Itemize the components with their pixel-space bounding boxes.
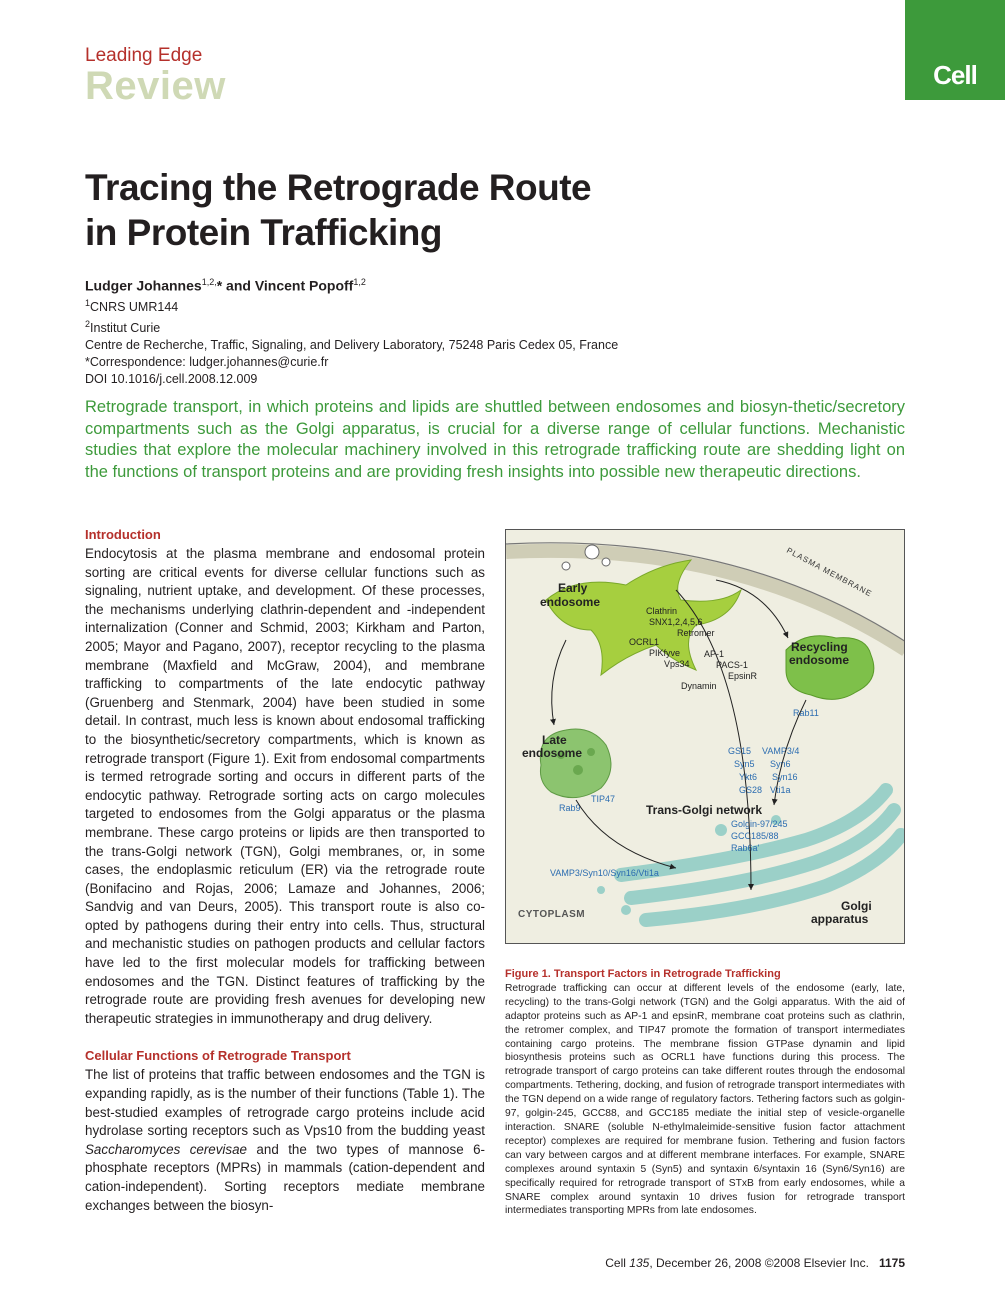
correspondence: *Correspondence: ludger.johannes@curie.fr (85, 355, 329, 370)
fig-ocrl1: OCRL1 (629, 637, 660, 647)
golgi-label-2: apparatus (811, 912, 869, 926)
tgn-label: Trans-Golgi network (646, 803, 763, 817)
fig-snx: SNX1,2,4,5,6 (649, 617, 703, 627)
fig-gcc: GCC185/88 (731, 831, 779, 841)
cellular-heading: Cellular Functions of Retrograde Transport (85, 1048, 351, 1064)
fig-syn5: Syn5 (734, 759, 755, 769)
recycling-endosome-label-1: Recycling (791, 640, 848, 654)
page-footer (605, 1256, 905, 1270)
late-endosome-vesicle (573, 765, 583, 775)
fig-vti1a: Vti1a (770, 785, 791, 795)
fig-syn16: Syn16 (772, 772, 798, 782)
fig-vamp3syn: VAMP3/Syn10/Syn16/Vti1a (550, 868, 659, 878)
arrow-early-to-late (552, 640, 566, 725)
affil-1-sup: 1 (85, 298, 91, 308)
figure-1-diagram (506, 530, 905, 944)
cellular-text-a: The list of proteins that traffic between endosomes and the TGN is expanding rapidly, as is the number of their functions (Table 1). The best-studied examples of retrograde cargo proteins include acid hydrolase sorting receptors such as Vps10 from the budding yeast (85, 1067, 485, 1139)
fig-gs15: GS15 (728, 746, 752, 756)
fig-vamp34: VAMP3/4 (762, 746, 800, 756)
fig-syn6: Syn6 (770, 759, 791, 769)
journal-logo-box (905, 0, 1005, 100)
fig-rab9: Rab9 (559, 803, 581, 813)
golgi-label-1: Golgi (841, 899, 872, 913)
fig-tip47: TIP47 (591, 794, 616, 804)
recycling-endosome-label-2: endosome (789, 653, 850, 667)
page-number: 1175 (878, 1256, 905, 1270)
caption-title: Figure 1. Transport Factors in Retrograde Trafficking (505, 968, 781, 980)
author-1: Ludger Johannes (85, 277, 202, 294)
fig-pikfyve: PIKfyve (649, 648, 681, 658)
affil-3: Centre de Recherche, Traffic, Signaling, and Delivery Laboratory, 75248 Paris Cedex 05, France (85, 338, 619, 353)
species-name: Saccharomyces cerevisae (85, 1141, 247, 1157)
author-1-affil: 1,2, (201, 277, 217, 287)
figure-caption (505, 968, 905, 1218)
intro-heading: Introduction (85, 527, 161, 542)
abstract: Retrograde transport, in which proteins and lipids are shuttled between endosomes and biosyn-thetic/secretory compartments such as the Golgi apparatus, is crucial for a diverse range of cellular functions. Mechanistic studies that explore the molecular machinery involved in this retrograde trafficking route are shedding light on the functions of transport proteins and are providing fresh insights into possible new therapeutic directions. (85, 398, 905, 481)
affil-1: CNRS UMR144 (90, 300, 179, 315)
golgi-vesicle (597, 886, 605, 894)
cellular-text (85, 1066, 485, 1215)
fig-dynamin: Dynamin (681, 681, 717, 691)
fig-epsinr: EpsinR (728, 671, 758, 681)
late-endosome-label-1: Late (542, 733, 567, 747)
vesicle (585, 545, 599, 559)
fig-clathrin: Clathrin (646, 606, 678, 616)
figure-1 (505, 529, 905, 944)
journal-logo: Cell (933, 60, 977, 90)
plasma-membrane-label: PLASMA MEMBRANE (785, 545, 874, 599)
fig-vps34: Vps34 (664, 659, 690, 669)
section-type: Review (85, 64, 226, 108)
golgi-vesicle (715, 824, 727, 836)
citation-volume: 135 (629, 1256, 650, 1270)
late-endosome-vesicle (587, 748, 595, 756)
fig-ykt6: Ykt6 (739, 772, 758, 782)
author-and: and (222, 277, 255, 294)
citation-rest: , December 26, 2008 ©2008 Elsevier Inc. (649, 1256, 869, 1270)
author-line (85, 277, 366, 294)
affil-2: Institut Curie (90, 321, 161, 336)
author-2: Vincent Popoff (254, 277, 354, 294)
fig-pacs1: PACS-1 (716, 660, 748, 670)
fig-gs28: GS28 (739, 785, 763, 795)
fig-rab11: Rab11 (793, 708, 819, 718)
caption-text: Retrograde trafficking can occur at different levels of the endosome (early, late, recycling) to the trans-Golgi network (TGN) and the Golgi apparatus. With the aid of adaptor proteins such as AP-1 and epsinR, membrane coat proteins such as clathrin, the retromer complex, and TIP47 promote the formation of transport intermediates containing cargo proteins. The membrane fission GTPase dynamin and lipid biosynthesis proteins such as OCRL1 have functions during this process. The retrograde transport of cargo proteins can take different routes through the endosomal compartments. Tethering, docking, and fusion of retrograde transport intermediates with the TGN depend on a wide range of regulatory factors. Tethering factors such as golgin-97, golgin-245, GCC88, and GCC185 mediate the initial step of vesicle-organelle interaction. SNARE (soluble N-ethylmaleimide-sensitive fusion factor attachment receptor) complexes are required for membrane fusion. Tethering and fusion factors can vary between cargos and at different membrane interfaces. For example, SNARE complexes around syntaxin 5 (Syn5) and syntaxin 6/syntaxin 16 (Syn6/Syn16) are specifically required for retrograde transport of STxB from early endosomes, while a SNARE complex around syntaxin 10 drives fusion for retrograde transport intermediates transporting MPRs from late endosomes. (505, 982, 905, 1217)
section-label: Leading Edge (85, 45, 203, 66)
intro-text: Endocytosis at the plasma membrane and endosomal protein sorting are critical events for diverse cellular functions such as signaling, nutrient uptake, and development. Of these processes, the mechanisms underlying clathrin-dependent and -independent internalization (Conner and Schmid, 2003; Kirkham and Parton, 2005; Mayor and Pagano, 2007), receptor recycling to the plasma membrane (Maxfield and McGraw, 2004), and membrane trafficking to compartments of the late endocytic pathway (Gruenberg and Stenmark, 2004) have been studied in some detail. In contrast, much less is known about endosomal trafficking to the biosynthetic/secretory compartments, which is known as retrograde transport (Figure 1). Exit from endosomal compartments is termed retrograde sorting and occurs in different parts of the endocytic pathway. Retrograde sorting acts on cargo molecules targeted to endosomes from the Golgi apparatus or the plasma membrane. These cargo proteins or lipids are then transported to the trans-Golgi network (TGN), Golgi membranes, or, in some cases, the endoplasmic reticulum (ER) via the retrograde route (Bonifacino and Rojas, 2006; Lamaze and Johannes, 2006; Sandvig and van Deurs, 2005). This transport route is also co-opted by pathogens during their entry into cells. Thus, structural and mechanistic studies on pathogen products and cellular factors have led to the first molecular models for trafficking between endosomes and the TGN. Distinct features of trafficking by the retrograde route are providing fresh avenues for developing new therapeutic strategies in immunotherapy and drug delivery. (85, 546, 485, 1026)
left-column (85, 527, 485, 1215)
fig-ap1: AP-1 (704, 649, 725, 659)
affil-2-sup: 2 (85, 319, 91, 330)
article-title (85, 165, 785, 255)
vesicle (562, 562, 570, 570)
golgi-vesicle (621, 905, 631, 915)
cytoplasm-label: CYTOPLASM (518, 909, 586, 920)
fig-golgin: Golgin-97/245 (731, 819, 788, 829)
fig-retromer: Retromer (677, 628, 715, 638)
author-2-affil: 1,2 (353, 277, 366, 287)
doi: DOI 10.1016/j.cell.2008.12.009 (85, 372, 258, 387)
title-line-2: in Protein Trafficking (85, 212, 442, 253)
citation-journal: Cell (605, 1256, 630, 1270)
cellular-text-b: and the two types of mannose 6-phosphate receptors (MPRs) in mammals (cation-dependent and cation-independent). Sorting receptors mediate membrane exchanges between the biosyn- (85, 1141, 485, 1213)
late-endosome-label-2: endosome (522, 746, 583, 760)
early-endosome-label-2: endosome (540, 595, 601, 609)
corresponding-star: * (216, 277, 223, 294)
fig-rab6a: Rab6a' (731, 843, 760, 853)
early-endosome-label-1: Early (558, 581, 588, 595)
title-line-1: Tracing the Retrograde Route (85, 167, 592, 208)
affiliations (85, 295, 618, 388)
vesicle (602, 558, 610, 566)
